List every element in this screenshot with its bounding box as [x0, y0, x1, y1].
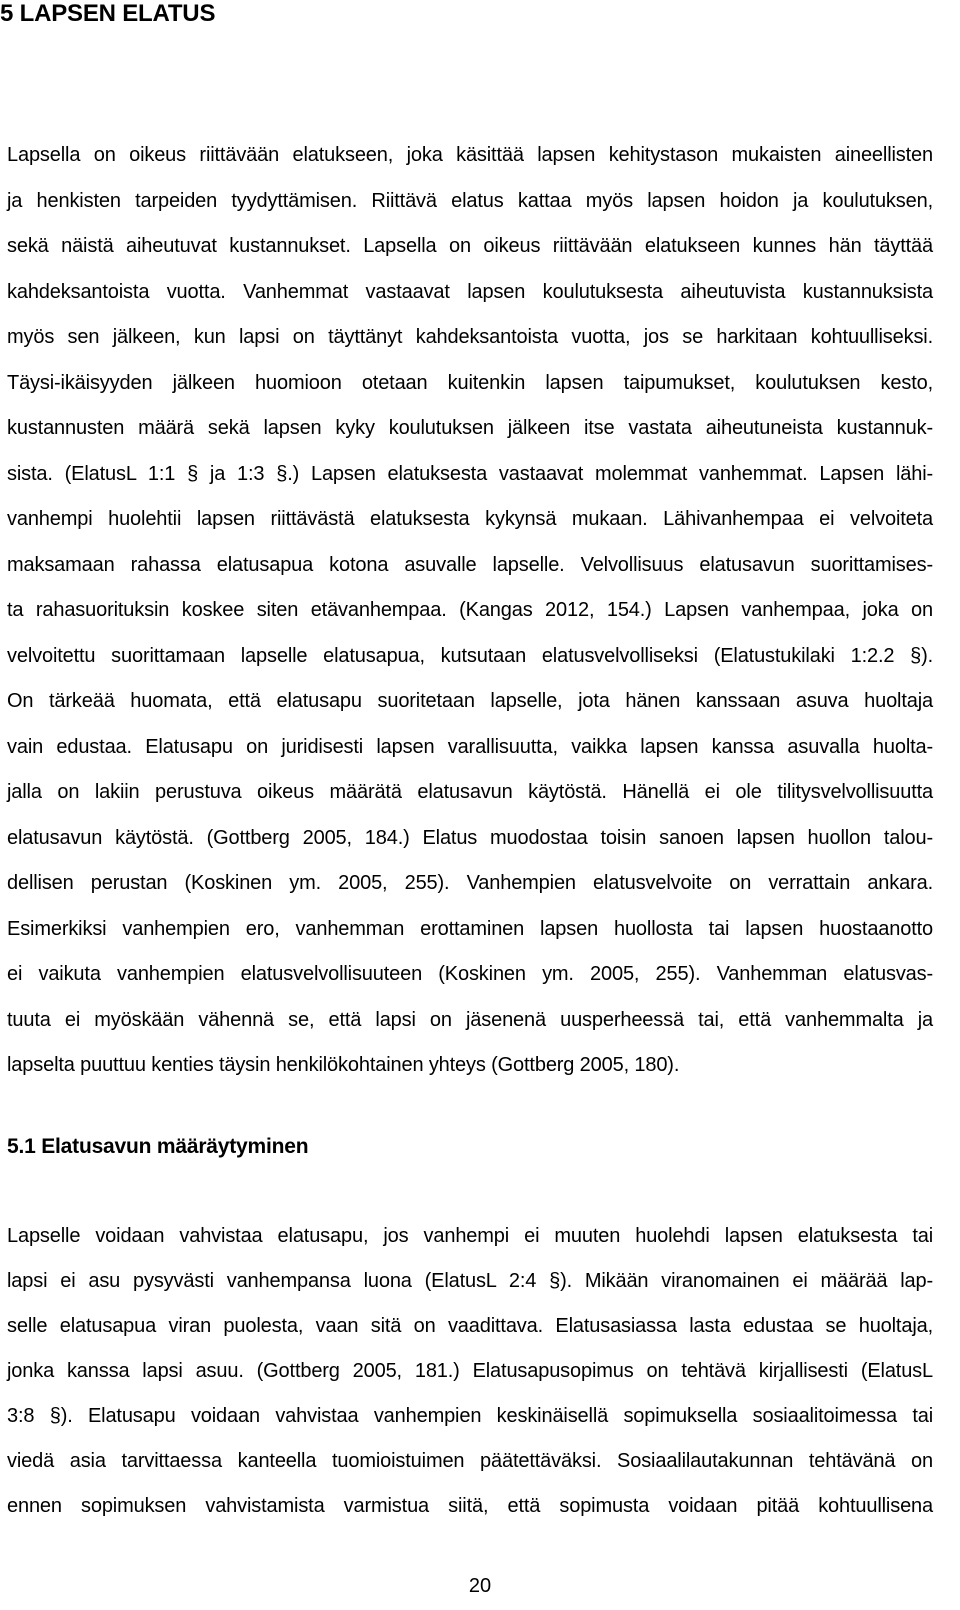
text-line: kustannusten määrä sekä lapsen kyky koulutuksen jälkeen itse vastata aiheutuneista kustannuk- [7, 417, 933, 439]
text-line: sekä näistä aiheutuvat kustannukset. Lapsella on oikeus riittävään elatukseen kunnes hän täyttää [7, 235, 933, 257]
text-line: vain edustaa. Elatusapu on juridisesti lapsen varallisuutta, vaikka lapsen kanssa asuvalla huolta- [7, 735, 933, 758]
text-line: Täysi-ikäisyyden jälkeen huomioon otetaan kuitenkin lapsen taipumukset, koulutuksen kesto, [7, 371, 933, 394]
text-line: elatusavun käytöstä. (Gottberg 2005, 184.) Elatus muodostaa toisin sanoen lapsen huollon talou- [7, 826, 933, 849]
text-line: ennen sopimuksen vahvistamista varmistua siitä, että sopimusta voidaan pitää kohtuullisena [7, 1495, 933, 1517]
text-line: ei vaikuta vanhempien elatusvelvollisuuteen (Koskinen ym. 2005, 255). Vanhemman elatusvas- [7, 963, 933, 985]
text-line: ja henkisten tarpeiden tyydyttämisen. Riittävä elatus kattaa myös lapsen hoidon ja koulutuksen, [7, 189, 933, 212]
text-line: dellisen perustan (Koskinen ym. 2005, 255). Vanhempien elatusvelvoite on verrattain ankara. [7, 872, 933, 894]
text-line: tuuta ei myöskään vähennä se, että lapsi on jäsenenä uusperheessä tai, että vanhemmalta ja [7, 1008, 933, 1031]
text-line: Lapsella on oikeus riittävään elatukseen, joka käsittää lapsen kehitystason mukaisten aineellisten [7, 144, 933, 166]
text-line: lapselta puuttuu kenties täysin henkilökohtainen yhteys (Gottberg 2005, 180). [7, 1054, 680, 1076]
text-line: lapsi ei asu pysyvästi vanhempansa luona (ElatusL 2:4 §). Mikään viranomainen ei määrää lap- [7, 1270, 933, 1292]
text-line: ta rahasuorituksin koskee siten etävanhempaa. (Kangas 2012, 154.) Lapsen vanhempaa, joka on [7, 599, 933, 621]
text-line: vanhempi huolehtii lapsen riittävästä elatuksesta kykynsä mukaan. Lähivanhempaa ei velvoiteta [7, 508, 933, 530]
text-line: Esimerkiksi vanhempien ero, vanhemman erottaminen lapsen huollosta tai lapsen huostaanotto [7, 917, 933, 940]
text-line: velvoitettu suorittamaan lapselle elatusapua, kutsutaan elatusvelvolliseksi (Elatustukilaki 1:2.2 §). [7, 644, 933, 667]
page-number: 20 [468, 1575, 492, 1597]
text-line: myös sen jälkeen, kun lapsi on täyttänyt kahdeksantoista vuotta, jos se harkitaan kohtuulliseksi. [7, 326, 933, 348]
text-line: selle elatusapua viran puolesta, vaan sitä on vaadittava. Elatusasiassa lasta edustaa se huoltaja, [7, 1315, 933, 1337]
section-heading: 5.1 Elatusavun määräytyminen [7, 1135, 309, 1158]
text-line: On tärkeää huomata, että elatusapu suoritetaan lapselle, jota hänen kanssaan asuva huoltaja [7, 690, 933, 712]
text-line: jonka kanssa lapsi asuu. (Gottberg 2005, 181.) Elatusapusopimus on tehtävä kirjallisesti (ElatusL [7, 1360, 933, 1382]
text-line: viedä asia tarvittaessa kanteella tuomioistuimen päätettäväksi. Sosiaalilautakunnan tehtävänä on [7, 1450, 933, 1472]
text-line: maksamaan rahassa elatusapua kotona asuvalle lapselle. Velvollisuus elatusavun suorittamises- [7, 553, 933, 576]
text-line: kahdeksantoista vuotta. Vanhemmat vastaavat lapsen koulutuksesta aiheutuvista kustannuksista [7, 280, 933, 303]
text-line: sista. (ElatusL 1:1 § ja 1:3 §.) Lapsen elatuksesta vastaavat molemmat vanhemmat. Lapsen lähi- [7, 462, 933, 485]
text-line: Lapselle voidaan vahvistaa elatusapu, jos vanhempi ei muuten huolehdi lapsen elatuksesta tai [7, 1225, 933, 1247]
text-line: jalla on lakiin perustuva oikeus määrätä elatusavun käytöstä. Hänellä ei ole tilitysvelvollisuutta [7, 781, 933, 803]
chapter-heading: 5 LAPSEN ELATUS [0, 0, 216, 27]
text-line: 3:8 §). Elatusapu voidaan vahvistaa vanhempien keskinäisellä sopimuksella sosiaalitoimessa tai [7, 1405, 933, 1427]
